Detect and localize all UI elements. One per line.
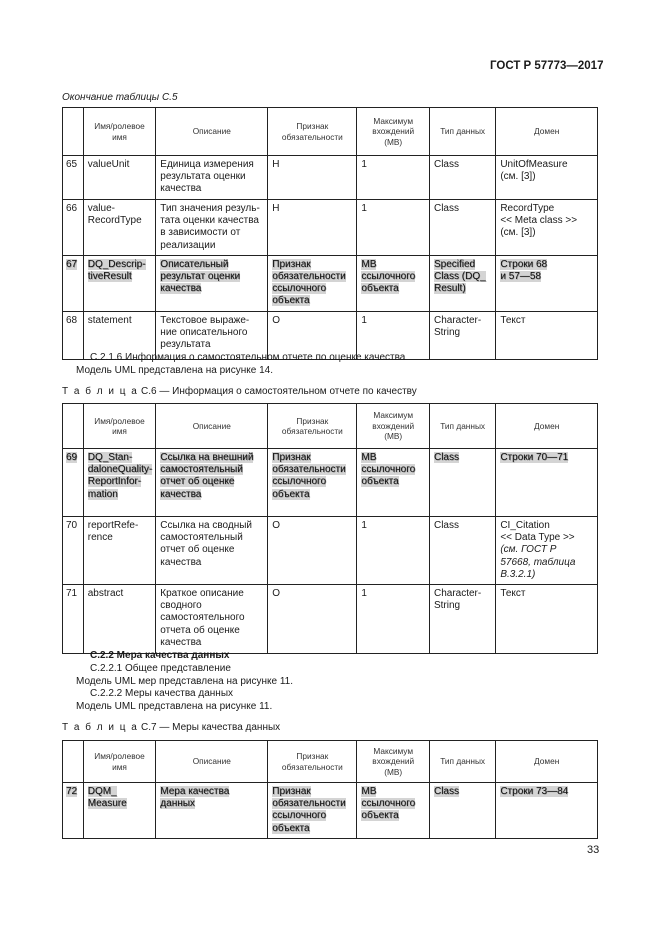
column-header [496,741,598,783]
column-header [268,108,357,156]
max-occurrence-cell [357,156,430,200]
row-number [63,156,84,200]
table-row [63,585,598,654]
table-row [63,156,598,200]
obligation-cell-text: Н [272,203,280,214]
domain-cell-text: Строки 68 и 57—58 [500,258,548,283]
section-c216-line2: Модель UML представлена на рисунке 14. [76,365,273,376]
domain-cell-text: RecordType << Meta class >> (см. [3]) [500,203,578,239]
column-header [63,108,84,156]
max-occurrence-cell [357,517,430,585]
name-cell [83,449,156,517]
domain-cell-text: Строки 70—71 [500,452,569,463]
name-cell [83,156,156,200]
max-occurrence-cell [357,449,430,517]
description-cell [156,783,268,839]
obligation-cell-text: О [272,588,281,600]
name-cell-text: valueUnit [87,159,130,170]
data-type-cell [429,255,495,311]
row-number [63,311,84,359]
column-header [429,108,495,156]
domain-cell-text: CI_Citation << Data Type >> [500,520,575,544]
description-cell-text: Мера качества данных [160,786,230,810]
column-header-label: Имя/ролевое имя [94,121,145,142]
column-header-label: Домен [534,420,560,431]
column-header-label: Домен [534,756,560,767]
data-type-cell [429,200,495,256]
table-row [63,200,598,256]
name-cell [83,200,156,256]
description-cell [156,255,268,311]
column-header [156,404,268,449]
domain-reference: (см. ГОСТ Р 57668, таблица В.3.2.1) [500,544,576,580]
domain-cell [496,449,598,517]
column-header-label: Тип данных [440,420,486,431]
domain-cell [496,311,598,359]
column-header-label: Описание [192,756,231,767]
data-type-cell-text: Class [433,159,459,170]
row-number [63,200,84,256]
table-row [63,783,598,839]
column-header [429,741,495,783]
table-row [63,517,598,585]
description-cell [156,200,268,256]
section-c216-line1: С.2.1.6 Информация о самостоятельном отчете по оценке качества [90,352,406,363]
column-header [357,108,430,156]
domain-cell [496,156,598,200]
max-occurrence-cell-text: МВ ссылочного объекта [361,452,416,488]
table-c5-caption: Окончание таблицы С.5 [62,92,178,103]
column-header [63,741,84,783]
data-type-cell [429,311,495,359]
name-cell-text: DQ_Stan- daloneQuality- ReportInfor- mation [87,452,153,500]
row-number [63,449,84,517]
column-header-label: Максимум вхождений (МВ) [372,115,415,147]
row-number-text: 70 [66,520,78,531]
max-occurrence-cell [357,255,430,311]
max-occurrence-cell [357,585,430,654]
description-cell [156,585,268,654]
domain-cell-text: Текст [500,588,526,600]
column-header [83,404,156,449]
obligation-cell [268,517,357,585]
domain-cell [496,783,598,839]
table-c6-caption-rest: С.6 — Информация о самостоятельном отчете по качеству [138,386,417,397]
max-occurrence-cell [357,783,430,839]
column-header [496,404,598,449]
column-header [83,741,156,783]
standard-header: ГОСТ Р 57773—2017 [490,60,604,72]
table-row [63,255,598,311]
column-header [156,741,268,783]
description-cell-text: Текстовое выраже- ние описательного результата [160,314,250,351]
data-type-cell-text: Specified Class (DQ_ Result) [433,258,486,295]
max-occurrence-cell-text: МВ ссылочного объекта [361,258,416,295]
data-type-cell [429,517,495,585]
obligation-cell [268,783,357,839]
column-header-label: Признак обязательности [281,121,343,142]
description-cell-text: Ссылка на сводный самостоятельный отчет об оценке качества [160,520,253,568]
domain-cell [496,200,598,256]
max-occurrence-cell-text: 1 [361,520,367,531]
data-type-cell [429,783,495,839]
max-occurrence-cell-text: 1 [361,159,367,170]
column-header [268,404,357,449]
name-cell-text: statement [87,314,132,326]
column-header-label: Максимум вхождений (МВ) [372,410,415,442]
section-c22-line-1: Модель UML мер представлена на рисунке 11. [76,676,294,687]
description-cell-text: Ссылка на внешний самостоятельный отчет об оценке качества [160,452,254,500]
column-header [83,108,156,156]
column-header [268,741,357,783]
name-cell [83,517,156,585]
column-header-label: Домен [534,126,560,137]
name-cell-text: abstract [87,588,124,600]
description-cell [156,517,268,585]
max-occurrence-cell-text: 1 [361,314,367,326]
column-header [156,108,268,156]
data-type-cell-text: Character- String [433,588,482,612]
column-header-label: Имя/ролевое имя [94,751,145,772]
obligation-cell [268,255,357,311]
column-header-label: Имя/ролевое имя [94,415,145,436]
description-cell-text: Тип значения резуль- тата оценки качества в зависимости от реализации [160,203,260,251]
column-header [496,108,598,156]
section-c22-line-0: С.2.2.1 Общее представление [90,663,231,674]
description-cell-text: Описательный результат оценки качества [160,258,241,295]
data-type-cell-text: Class [433,520,459,531]
domain-cell-text: UnitOfMeasure (см. [3]) [500,159,568,183]
section-c22-title: С.2.2 Мера качества данных [90,650,230,661]
data-type-cell [429,449,495,517]
obligation-cell [268,585,357,654]
table-c7-caption-rest: С.7 — Меры качества данных [138,722,281,733]
table-row [63,449,598,517]
data-type-cell-text: Class [433,786,459,797]
table-c7 [62,740,598,839]
column-header-label: Признак обязательности [281,415,343,436]
description-cell-text: Единица измерения результата оценки качества [160,159,254,195]
obligation-cell-text: Признак обязательности ссылочного объекта [272,258,346,307]
column-header [63,404,84,449]
row-number [63,783,84,839]
domain-cell [496,255,598,311]
data-type-cell [429,585,495,654]
max-occurrence-cell-text: МВ ссылочного объекта [361,786,416,822]
obligation-cell [268,200,357,256]
row-number-text: 69 [66,452,78,463]
name-cell-text: reportRefe- rence [87,520,139,544]
data-type-cell-text: Class [433,203,459,214]
column-header-label: Тип данных [440,126,486,137]
data-type-cell [429,156,495,200]
domain-cell-text: Текст [500,314,526,326]
description-cell [156,449,268,517]
name-cell-text: value- RecordType [87,203,142,227]
column-header [357,404,430,449]
section-c22-line-3: Модель UML представлена на рисунке 11. [76,701,273,712]
row-number [63,585,84,654]
description-cell [156,156,268,200]
obligation-cell [268,449,357,517]
max-occurrence-cell [357,200,430,256]
row-number-text: 68 [66,314,78,326]
obligation-cell-text: Н [272,159,280,170]
table-c7-caption-prefix: Т а б л и ц а [62,722,139,733]
obligation-cell-text: О [272,520,281,531]
table-c7-caption [62,722,280,733]
data-type-cell-text: Class [433,452,459,463]
row-number-text: 67 [66,258,78,270]
domain-cell [496,585,598,654]
column-header [429,404,495,449]
row-number-text: 71 [66,588,78,600]
row-number-text: 65 [66,159,78,170]
domain-cell-text: Строки 73—84 [500,786,569,797]
table-header-row [63,108,598,156]
obligation-cell-text: Признак обязательности ссылочного объекта [272,452,346,500]
obligation-cell [268,156,357,200]
row-number [63,517,84,585]
description-cell-text: Краткое описание сводного самостоятельного отчета об оценке качества [160,588,245,648]
row-number [63,255,84,311]
name-cell-text: DQ_Descrip- tiveResult [87,258,146,283]
obligation-cell-text: О [272,314,281,326]
max-occurrence-cell-text: 1 [361,203,367,214]
column-header-label: Признак обязательности [281,751,343,772]
table-c6 [62,403,598,654]
column-header [357,741,430,783]
page-number: 33 [587,844,600,856]
name-cell [83,783,156,839]
name-cell [83,585,156,654]
name-cell-text: DQM_ Measure [87,786,127,810]
table-header-row [63,404,598,449]
table-c6-caption [62,386,417,397]
row-number-text: 66 [66,203,78,214]
table-header-row [63,741,598,783]
section-c22-line-2: С.2.2.2 Меры качества данных [90,688,234,699]
column-header-label: Максимум вхождений (МВ) [372,745,415,777]
table-c5 [62,107,598,360]
obligation-cell-text: Признак обязательности ссылочного объекта [272,786,346,834]
column-header-label: Тип данных [440,756,486,767]
column-header-label: Описание [192,420,231,431]
domain-cell [496,517,598,585]
data-type-cell-text: Character- String [433,314,482,338]
column-header-label: Описание [192,126,231,137]
row-number-text: 72 [66,786,78,797]
table-c6-caption-prefix: Т а б л и ц а [62,386,139,397]
max-occurrence-cell-text: 1 [361,588,367,600]
name-cell [83,255,156,311]
